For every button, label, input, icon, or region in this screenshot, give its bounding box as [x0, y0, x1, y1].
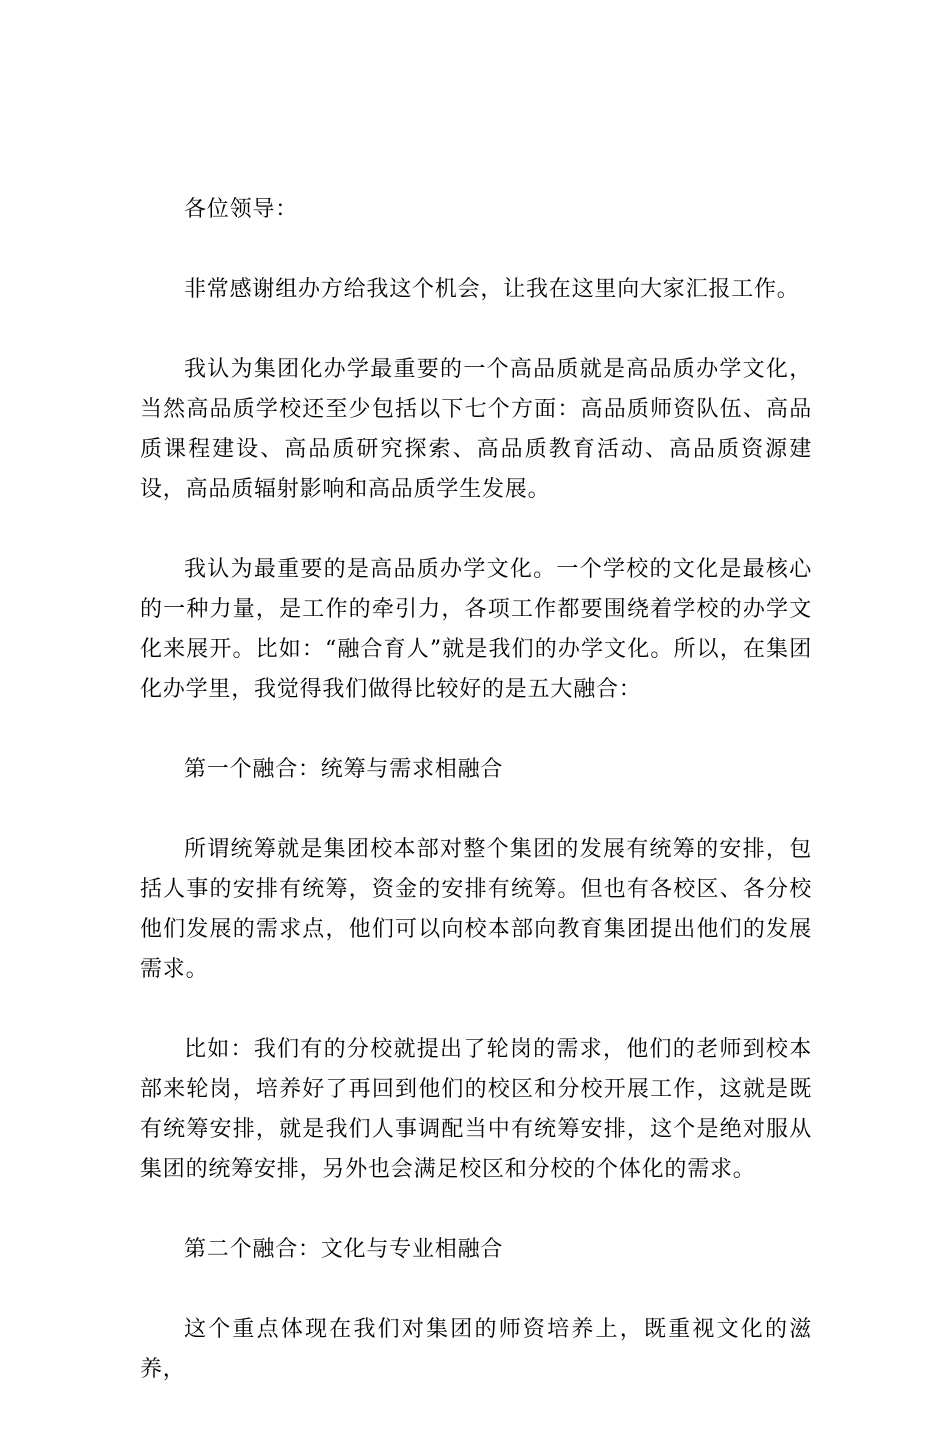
document-body: [140, 190, 812, 1430]
body-paragraph: 这个重点体现在我们对集团的师资培养上，既重视文化的滋养，: [140, 1317, 812, 1382]
salutation: 各位领导：: [184, 197, 299, 222]
section-heading: 第一个融合：统筹与需求相融合: [184, 757, 504, 782]
body-paragraph: 所谓统筹就是集团校本部对整个集团的发展有统筹的安排，包括人事的安排有统筹，资金的安排有统筹。但也有各校区、各分校他们发展的需求点，他们可以向校本部向教育集团提出他们的发展需求。: [140, 837, 812, 982]
section-heading: 第二个融合：文化与专业相融合: [184, 1237, 504, 1262]
body-paragraph: 我认为集团化办学最重要的一个高品质就是高品质办学文化，当然高品质学校还至少包括以下七个方面：高品质师资队伍、高品质课程建设、高品质研究探索、高品质教育活动、高品质资源建设，高品质辐射影响和高品质学生发展。: [140, 357, 812, 502]
opening-paragraph: 非常感谢组办方给我这个机会，让我在这里向大家汇报工作。: [184, 277, 800, 302]
body-paragraph: 比如：我们有的分校就提出了轮岗的需求，他们的老师到校本部来轮岗，培养好了再回到他们的校区和分校开展工作，这就是既有统筹安排，就是我们人事调配当中有统筹安排，这个是绝对服从集团的统筹安排，另外也会满足校区和分校的个体化的需求。: [140, 1037, 812, 1182]
body-paragraph: 我认为最重要的是高品质办学文化。一个学校的文化是最核心的一种力量，是工作的牵引力，各项工作都要围绕着学校的办学文化来展开。比如：“融合育人”就是我们的办学文化。所以，在集团化办学里，我觉得我们做得比较好的是五大融合：: [140, 557, 812, 702]
